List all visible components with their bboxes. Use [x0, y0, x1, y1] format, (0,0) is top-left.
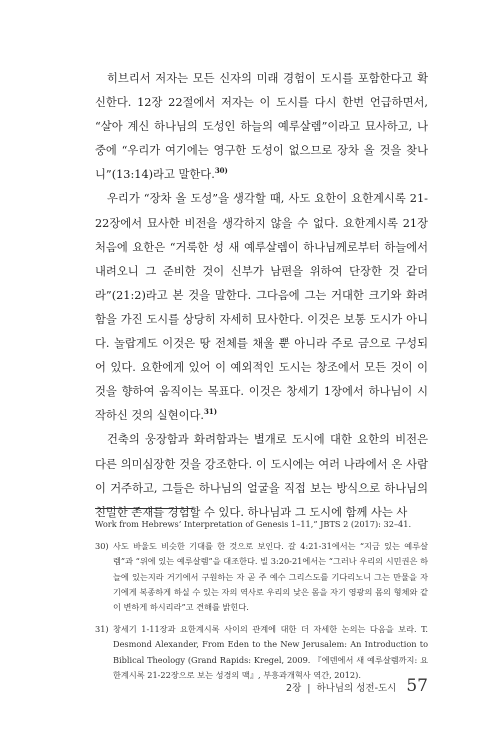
paragraph [95, 428, 428, 524]
paragraph [95, 67, 428, 187]
footnote-marker[interactable]: 30) [214, 166, 228, 176]
chapter-title: 하나님의 성전-도시 [316, 683, 397, 694]
page-footer [286, 676, 428, 696]
body-text [95, 67, 428, 525]
footnote-divider [95, 508, 193, 509]
page-number: 57 [406, 676, 428, 696]
paragraph [95, 187, 428, 428]
footnote-text: 창세기 1-11장과 요한계시록 사이의 관계에 대한 더 자세한 논의는 다음을 보라. T. Desmond Alexander, From Eden to the New Jerusalem: An Introduction to Biblical Theology (Grand Rapids: Kregel, 2009. 『에덴에서 새 예루살렘까지: 요한계시록 21-22장으로 보는 성경의 맥』, 부흥과개혁사 역간, 2012). [113, 624, 428, 680]
footnotes [95, 517, 428, 690]
footnote-continuation: Work from Hebrews’ Interpretation of Genesis 1–11,” JBTS 2 (2017): 32–41. [95, 519, 412, 529]
footnote-marker[interactable]: 31) [204, 407, 218, 417]
paragraph-text: 건축의 웅장함과 화려함과는 별개로 도시에 대한 요한의 비전은 다른 의미심장한 것을 강조한다. 이 도시에는 여러 나라에서 온 사람이 거주하고, 그들은 하나님의 얼굴을 직접 보는 방식으로 하나님의 친밀한 존재를 경험할 수 있다. 하나님과 그 도시에 함께 사는 사 [95, 433, 428, 519]
footnote [95, 539, 428, 615]
chapter-label: 2장 [286, 683, 302, 694]
footnote-number: 30) [95, 541, 109, 552]
paragraph-text: 우리가 “장차 올 도성”을 생각할 때, 사도 요한이 요한계시록 21-22장에서 묘사한 비전을 생각하지 않을 수 없다. 요한계시록 21장 처음에 요한은 “거룩한 성 새 예루살렘이 하나님께로부터 하늘에서 내려오니 그 준비한 것이 신부가 남편을 위하여 단장한 것 같더라”(21:2)라고 본 것을 말한다. 그다음에 그는 거대한 크기와 화려함을 가진 도시를 상당히 자세히 묘사한다. 이것은 보통 도시가 아니다. 놀랍게도 이것은 땅 전체를 채울 뿐 아니라 주로 금으로 구성되어 있다. 요한에게 있어 이 예외적인 도시는 창조에서 모든 것이 이것을 향하여 움직이는 목표다. 이것은 창세기 1장에서 하나님이 시작하신 것의 실현이다. [95, 192, 428, 423]
footnote-number: 31) [95, 624, 109, 635]
footnote-text: 사도 바울도 비슷한 기대를 한 것으로 보인다. 갈 4:21-31에서는 “지금 있는 예루살렘”과 “위에 있는 예루살렘”을 대조한다. 빌 3:20-21에서는 “그러나 우리의 시민권은 하늘에 있는지라 거기에서 구원하는 자 곧 주 예수 그리스도를 기다리노니 그는 만물을 자기에게 복종하게 하실 수 있는 자의 역사로 우리의 낮은 몸을 자기 영광의 몸의 형체와 같이 변하게 하시리라”고 견해를 밝힌다. [113, 541, 428, 613]
footer-separator: | [307, 683, 311, 694]
footnote [95, 622, 428, 683]
paragraph-text: 히브리서 저자는 모든 신자의 미래 경험이 도시를 포함한다고 확신한다. 12장 22절에서 저자는 이 도시를 다시 한번 언급하면서, “살아 계신 하나님의 도성인 하늘의 예루살렘”이라고 묘사하고, 나중에 “우리가 여기에는 영구한 도성이 없으므로 장차 올 것을 찾나니”(13:14)라고 말한다. [95, 72, 428, 182]
